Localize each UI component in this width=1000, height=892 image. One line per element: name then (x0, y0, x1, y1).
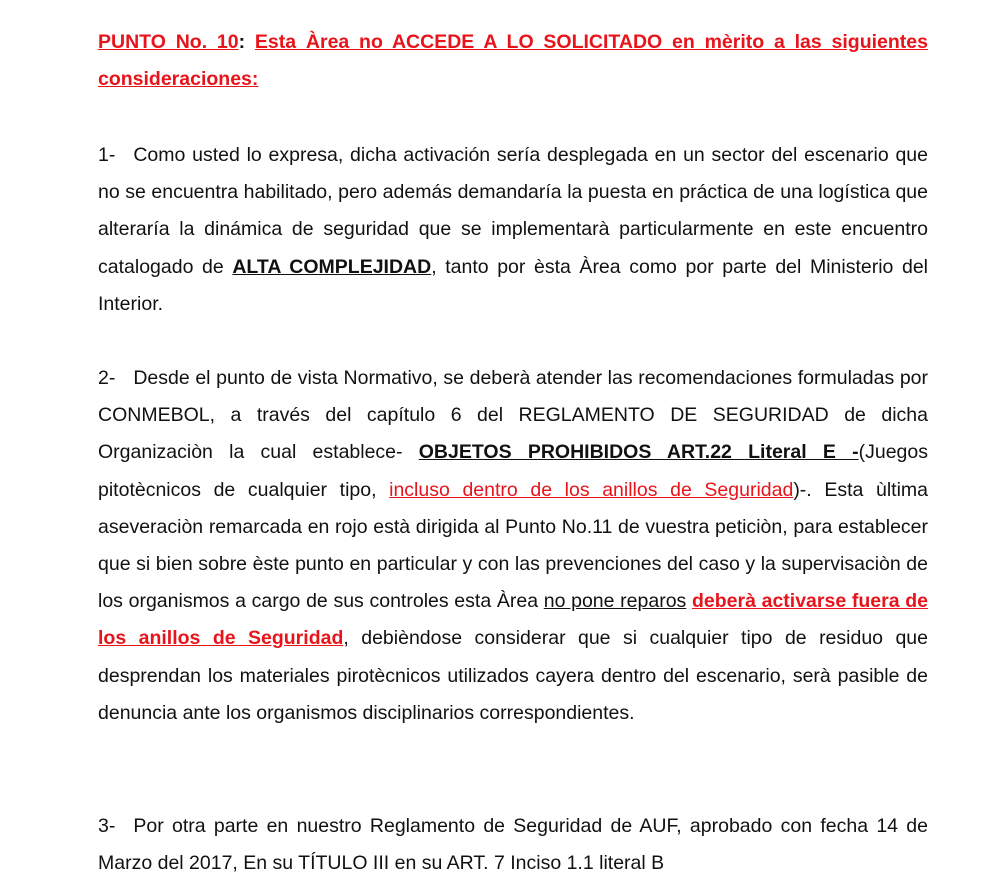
heading-label: PUNTO No. 10 (98, 31, 239, 53)
paragraph-2-text-c: )-. Esta ùltima aseveraciòn remarcada en rojo està dirigida al Punto No.11 de vuestra peticiòn, para establecer que si bien sobre èste punto en particular y con las prevenciones del caso y la supervisaciòn de los organismos a cargo de sus controles esta Àrea (98, 478, 928, 613)
paragraph-2-text: Desde el punto de vista Normativo, se deberà atender las recomendaciones formuladas por CONMEBOL, a través del capítulo 6 del REGLAMENTO DE SEGURIDAD de dicha Organizaciòn la cual establece- (98, 367, 928, 464)
paragraph-1-text: Como usted lo expresa, dicha activación sería desplegada en un sector del escenario que no se encuentra habilitado, pero además demandaría la puesta en práctica de una logística que alteraría la dinámica de seguridad que se implementarà particularmente en este encuentro catalogado de (98, 144, 928, 278)
paragraph-1 (98, 137, 928, 323)
paragraph-3 (98, 808, 928, 882)
paragraph-2-bold-reference: OBJETOS PROHIBIDOS ART.22 Literal E - (418, 441, 859, 464)
paragraph-2-text-end: , debièndose considerar que si cualquier tipo de residuo que desprendan los materiales pirotècnicos utilizados cayera dentro del escenario, serà pasible de denuncia ante los organismos disciplinarios correspondientes. (98, 627, 928, 724)
paragraph-2-red-note: incluso dentro de los anillos de Seguridad (389, 478, 794, 501)
paragraph-3-text: Por otra parte en nuestro Reglamento de Seguridad de AUF, aprobado con fecha 14 de Marzo del 2017, En su TÍTULO III en su ART. 7 Inciso 1.1 literal B (98, 815, 928, 875)
paragraph-2-text-b: (Juegos pitotècnicos de cualquier tipo, (98, 441, 928, 501)
paragraph-2-number: 2- (98, 367, 116, 389)
heading-text: Esta Àrea no ACCEDE A LO SOLICITADO en mèrito a las siguientes consideraciones: (98, 31, 928, 91)
paragraph-2-red-bold-phrase: deberà activarse fuera de los anillos de Seguridad (98, 590, 928, 650)
paragraph-3-number: 3- (98, 815, 116, 837)
paragraph-2-underlined-phrase: no pone reparos (543, 590, 687, 613)
section-heading (98, 24, 928, 98)
heading-separator: : (238, 31, 255, 53)
paragraph-1-bold-term: ALTA COMPLEJIDAD (232, 255, 432, 278)
paragraph-1-text-end: , tanto por èsta Àrea como por parte del Ministerio del Interior. (98, 255, 929, 315)
paragraph-2 (98, 360, 928, 732)
paragraph-1-number: 1- (98, 144, 116, 166)
